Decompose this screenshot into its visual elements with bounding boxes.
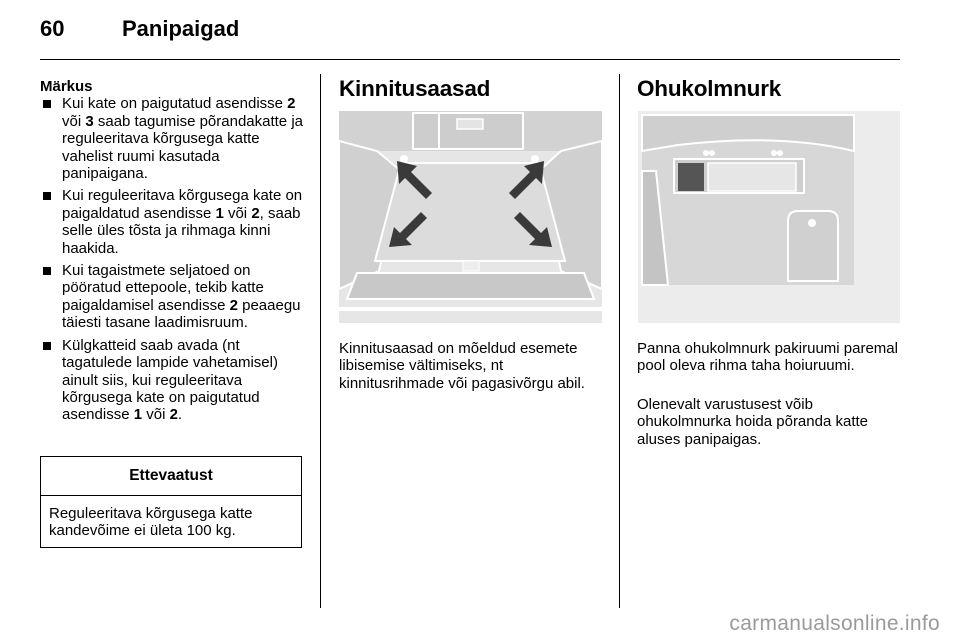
note-bullet-list: [40, 95, 306, 423]
page-title: Panipaigad: [122, 16, 240, 41]
note-bullet: Kui kate on paigutatud asendisse 2 või 3 saab tagumise põrandakatte ja reguleeritava kõrgusega katte vahelist ruumi kasutada panipaigana.: [40, 95, 306, 182]
warning-box: [40, 456, 302, 548]
triangle-storage-paragraph-2: Olenevalt varustusest võib ohukolmnurka hoida põranda katte aluses panipaigas.: [637, 396, 868, 448]
watermark: carmanualsonline.info: [729, 612, 940, 635]
cargo-floor-illustration: [339, 111, 602, 323]
page-number: 60: [40, 16, 65, 41]
section-heading-ohukolmnurk: Ohukolmnurk: [637, 76, 782, 101]
warning-title: Ettevaatust: [41, 457, 301, 496]
note-section: [40, 78, 306, 429]
warning-triangle-illustration: [638, 111, 900, 323]
note-bullet: Kui reguleeritava kõrgusega kate on paigaldatud asendisse 1 või 2, saab selle üles tõsta ja rihmaga kinni haakida.: [40, 187, 306, 257]
column-divider-1: [320, 74, 321, 608]
lashing-eyes-description: Kinnitusaasad on mõeldud esemete libisemise vältimiseks, nt kinnitusrihmade või pagasivõrgu abil.: [339, 340, 585, 392]
note-heading: Märkus: [40, 78, 93, 95]
note-bullet: Külgkatteid saab avada (nt tagatulede lampide vahetamisel) ainult siis, kui reguleeritava kõrgusega kate on paigutatud asendisse 1 või 2.: [40, 337, 306, 424]
note-bullet: Kui tagaistmete seljatoed on pööratud ettepoole, tekib katte paigaldamisel asendisse 2 peaaegu täiesti tasane laadimisruum.: [40, 262, 306, 332]
header-rule: [40, 59, 900, 60]
triangle-storage-paragraph-1: Panna ohukolmnurk pakiruumi paremal pool oleva rihma taha hoiuruumi.: [637, 340, 898, 375]
warning-text: Reguleeritava kõrgusega katte kandevõime ei ületa 100 kg.: [49, 505, 253, 540]
section-heading-kinnitusaasad: Kinnitusaasad: [339, 76, 491, 101]
column-divider-2: [619, 74, 620, 608]
